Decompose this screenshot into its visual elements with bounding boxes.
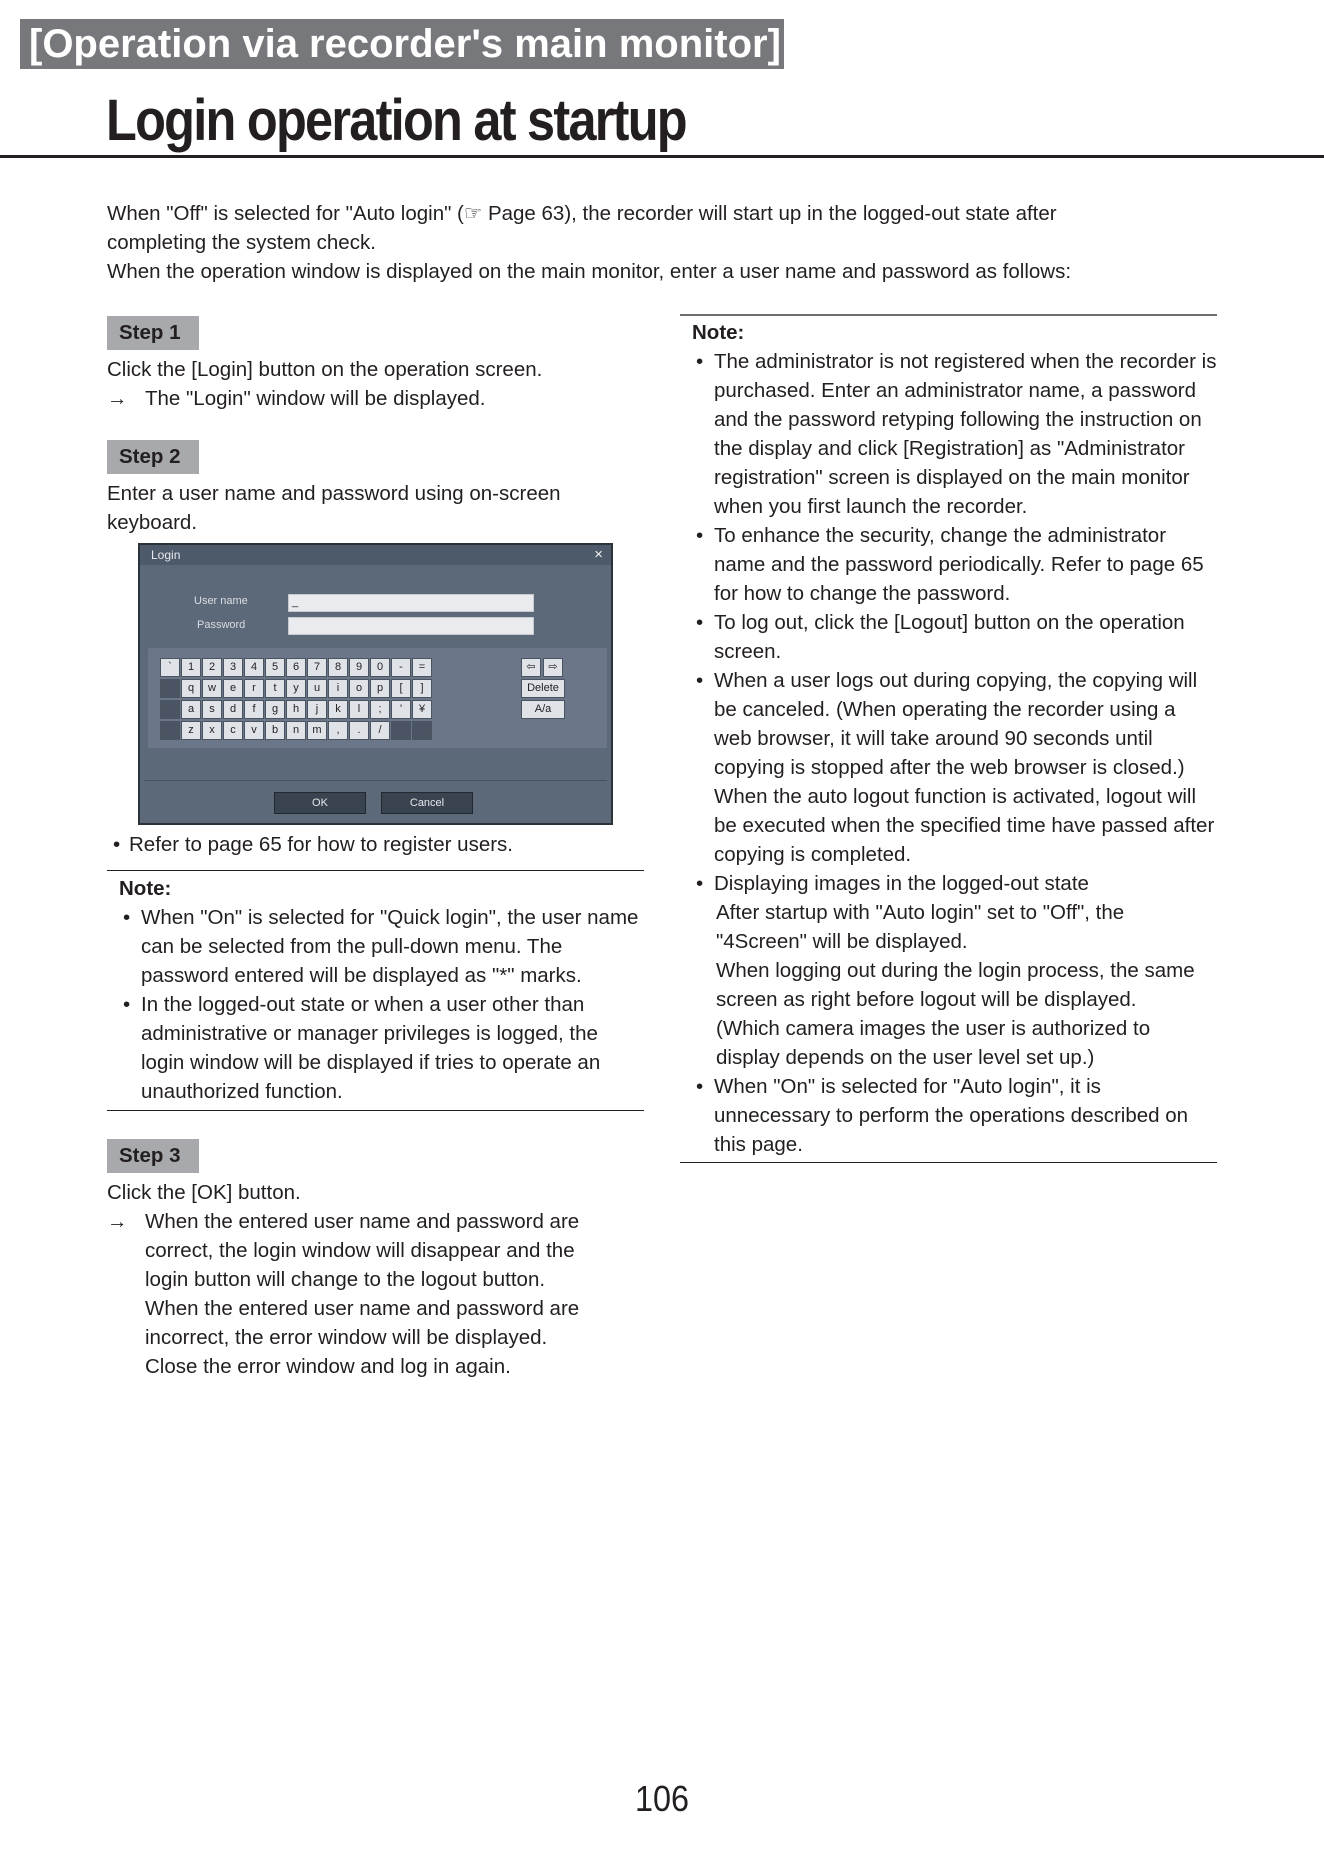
section-banner: [Operation via recorder's main monitor] [20, 19, 784, 69]
arrow-icon: → [107, 387, 128, 410]
step-3-result-line: login button will change to the logout button. [145, 1268, 546, 1291]
keyboard-key: a [181, 700, 201, 719]
step-1-text: Click the [Login] button on the operation screen. [107, 358, 543, 381]
password-field [288, 617, 534, 635]
note-heading: Note: [119, 877, 172, 900]
step-3-result-lines [145, 1207, 579, 1381]
note-box-right [680, 314, 1217, 1163]
note-item-text: To enhance the security, change the administrator name and the password periodically. Refer to page 65 for how to change the password. [714, 524, 1204, 605]
keyboard-key: ` [160, 658, 180, 677]
step-3-result-line: incorrect, the error window will be displayed. [145, 1326, 548, 1349]
keyboard-key: u [307, 679, 327, 698]
keyboard-key: ] [412, 679, 432, 698]
note-item [692, 347, 1217, 521]
keyboard-key: 8 [328, 658, 348, 677]
keyboard-key: / [370, 721, 390, 740]
keyboard-key: e [223, 679, 243, 698]
right-arrow-key: ⇨ [543, 658, 563, 677]
keyboard-key: 0 [370, 658, 390, 677]
keyboard-key: 5 [265, 658, 285, 677]
on-screen-keyboard [148, 648, 607, 748]
note-item-text: When a user logs out during copying, the copying will be canceled. (When operating the recorder using a web browser, it will take around 90 seconds until copying is stopped after the web browser is closed.) When the auto logout function is activated, logout will be executed when the specified time have passed after copying is completed. [714, 669, 1215, 866]
arrow-icon: → [107, 1210, 128, 1233]
keyboard-key: z [181, 721, 201, 740]
note-item [692, 666, 1217, 869]
note-item [119, 990, 644, 1106]
keyboard-key: n [286, 721, 306, 740]
left-column [107, 316, 644, 1381]
bullet-icon: • [113, 833, 121, 856]
right-column [680, 314, 1217, 1163]
note-item-text: The administrator is not registered when the recorder is purchased. Enter an administrator name, a password and the password retyping following the instruction on the display and click [Registration] as "Administrator registration" screen is displayed on the main monitor when you first launch the recorder. [714, 350, 1217, 518]
keyboard-key: , [328, 721, 348, 740]
note-item [692, 1072, 1217, 1159]
keyboard-key: q [181, 679, 201, 698]
keyboard-key: - [391, 658, 411, 677]
note-item-text: In the logged-out state or when a user other than administrative or manager privileges is logged, the login window will be displayed if tries to operate an unauthorized function. [141, 993, 601, 1103]
keyboard-key [412, 721, 432, 740]
keyboard-key: ; [370, 700, 390, 719]
keyboard-key: s [202, 700, 222, 719]
note-item [692, 608, 1217, 666]
keyboard-key: t [265, 679, 285, 698]
keyboard-key: p [370, 679, 390, 698]
keyboard-key: 6 [286, 658, 306, 677]
keyboard-key [391, 721, 411, 740]
intro-line: When the operation window is displayed on the main monitor, enter a user name and password as follows: [107, 260, 1072, 283]
keyboard-key: g [265, 700, 285, 719]
step-2-bullet [107, 830, 644, 859]
note-item [119, 903, 644, 990]
bullet-icon: • [696, 872, 704, 895]
intro-text [107, 199, 1227, 286]
keyboard-key: x [202, 721, 222, 740]
bullet-icon: • [696, 669, 704, 692]
page-title: Login operation at startup [106, 88, 686, 153]
keyboard-key: l [349, 700, 369, 719]
step-1-label: Step 1 [107, 316, 199, 350]
note-sub-line: When logging out during the login process, the same screen as right before logout will be displayed. [716, 959, 1195, 1011]
note-sub-line: After startup with "Auto login" set to "Off", the "4Screen" will be displayed. [716, 901, 1125, 953]
step-1-result [107, 384, 644, 413]
login-window-titlebar [140, 545, 611, 565]
bullet-icon: • [696, 350, 704, 373]
keyboard-key: 2 [202, 658, 222, 677]
bullet-icon: • [123, 993, 131, 1016]
step-3-result-line: correct, the login window will disappear and the [145, 1239, 575, 1262]
step-3-text: Click the [OK] button. [107, 1181, 301, 1204]
keyboard-key: ' [391, 700, 411, 719]
case-key: A/a [521, 700, 565, 719]
note-item [692, 869, 1217, 898]
intro-line: When "Off" is selected for "Auto login" (☞ Page 63), the recorder will start up in the logged-out state after [107, 202, 1057, 225]
keyboard-key: m [307, 721, 327, 740]
step-3-label: Step 3 [107, 1139, 199, 1173]
intro-line: completing the system check. [107, 231, 376, 254]
keyboard-key: w [202, 679, 222, 698]
keyboard-key: k [328, 700, 348, 719]
keyboard-key: j [307, 700, 327, 719]
note-item-text: When "On" is selected for "Quick login", the user name can be selected from the pull-down menu. The password entered will be displayed as "*" marks. [141, 906, 639, 987]
login-window-figure [138, 543, 613, 825]
step-3-result-line: When the entered user name and password are [145, 1210, 580, 1233]
keyboard-key: . [349, 721, 369, 740]
step-1-result-text: The "Login" window will be displayed. [145, 387, 486, 410]
keyboard-key: b [265, 721, 285, 740]
note-item-text: To log out, click the [Logout] button on the operation screen. [714, 611, 1185, 663]
step-2-text [107, 479, 644, 537]
step-3-result-line: Close the error window and log in again. [145, 1355, 511, 1378]
bullet-icon: • [123, 906, 131, 929]
keyboard-key: d [223, 700, 243, 719]
note-item [692, 521, 1217, 608]
keyboard-key: i [328, 679, 348, 698]
step-2-line: Enter a user name and password using on-screen [107, 482, 561, 505]
keyboard-key: 3 [223, 658, 243, 677]
note-item-text: When "On" is selected for "Auto login", it is unnecessary to perform the operations described on this page. [714, 1075, 1189, 1156]
step-2-label: Step 2 [107, 440, 199, 474]
step-2-bullet-text: Refer to page 65 for how to register users. [129, 833, 514, 856]
keyboard-key: v [244, 721, 264, 740]
keyboard-key [160, 721, 180, 740]
bullet-icon: • [696, 1075, 704, 1098]
login-window-title: Login [151, 548, 181, 562]
ok-button: OK [274, 792, 366, 814]
step-3-result [107, 1207, 644, 1381]
keyboard-key: = [412, 658, 432, 677]
keyboard-key: y [286, 679, 306, 698]
keyboard-key: 4 [244, 658, 264, 677]
keyboard-key: 1 [181, 658, 201, 677]
note-item-text: Displaying images in the logged-out state [714, 872, 1089, 895]
note-sub-line: (Which camera images the user is authorized to display depends on the user level set up.) [716, 1017, 1151, 1069]
user-name-field: _ [288, 594, 534, 612]
keyboard-key: 9 [349, 658, 369, 677]
cancel-button: Cancel [381, 792, 473, 814]
step-2-line: keyboard. [107, 511, 198, 534]
left-arrow-key: ⇦ [521, 658, 541, 677]
note-box-left [107, 870, 644, 1111]
keyboard-key: o [349, 679, 369, 698]
keyboard-key [160, 700, 180, 719]
keyboard-key: 7 [307, 658, 327, 677]
dialog-separator [144, 780, 607, 781]
keyboard-key: r [244, 679, 264, 698]
page-number: 106 [634, 1778, 690, 1819]
step-3-result-line: When the entered user name and password are [145, 1297, 580, 1320]
bullet-icon: • [696, 524, 704, 547]
delete-key: Delete [521, 679, 565, 698]
keyboard-key: c [223, 721, 243, 740]
password-label: Password [197, 619, 246, 631]
note-heading: Note: [692, 321, 745, 344]
user-name-label: User name [194, 595, 248, 607]
note-sub-lines [692, 898, 1217, 1072]
keyboard-key: f [244, 700, 264, 719]
keyboard-key: h [286, 700, 306, 719]
keyboard-key: [ [391, 679, 411, 698]
keyboard-key [160, 679, 180, 698]
bullet-icon: • [696, 611, 704, 634]
close-icon: × [594, 546, 603, 563]
title-rule [0, 155, 1324, 158]
keyboard-key: ¥ [412, 700, 432, 719]
